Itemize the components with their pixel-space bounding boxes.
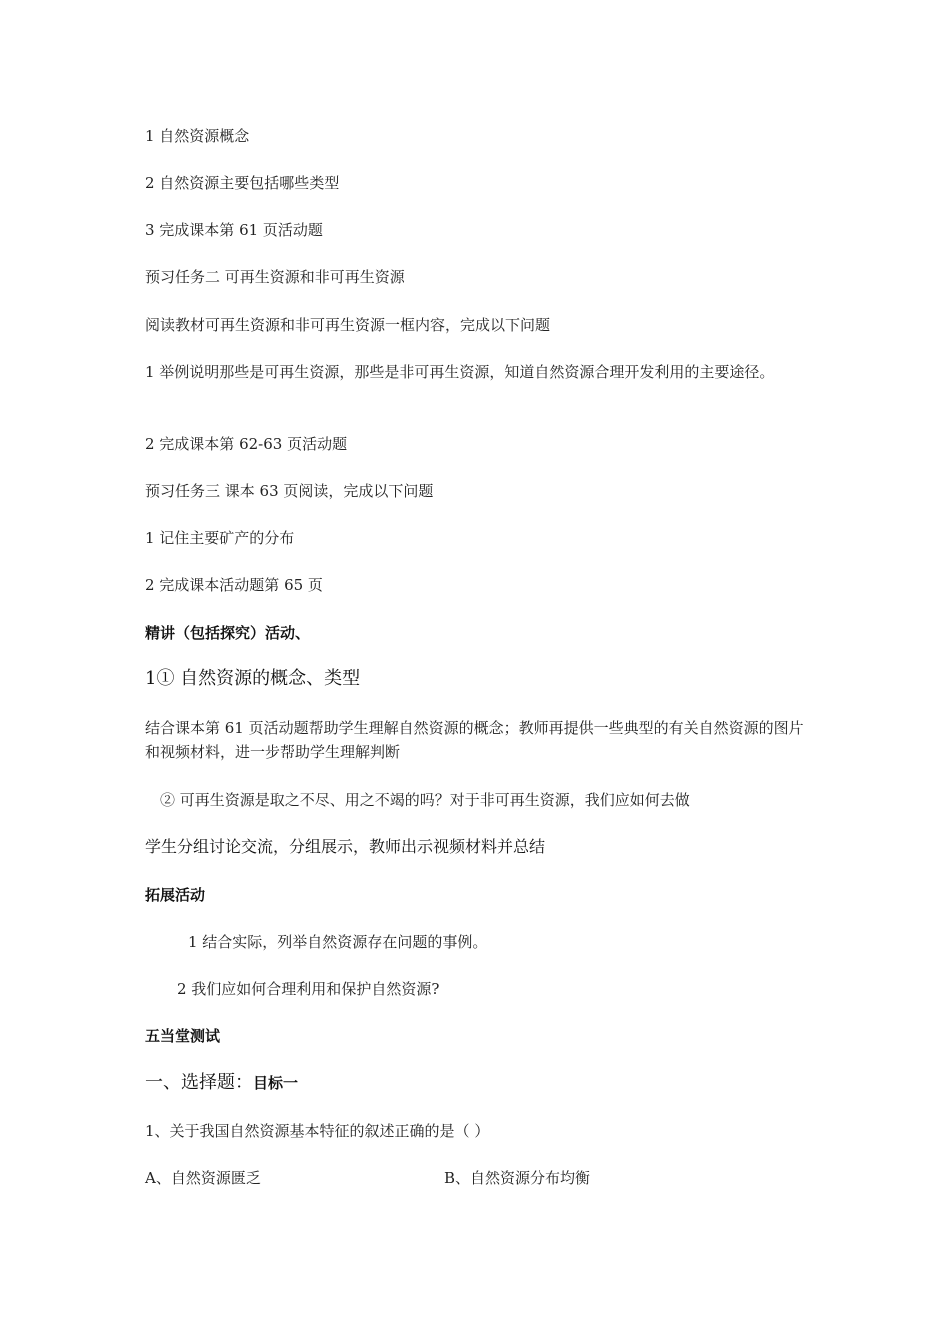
question-1-option-a: A、自然资源匮乏 (145, 1169, 261, 1187)
text-line-activity-p65: 2 完成课本活动题第 65 页 (145, 576, 323, 594)
heading-class-test: 五当堂测试 (145, 1027, 221, 1045)
text-line-activity-p62-63: 2 完成课本第 62-63 页活动题 (145, 435, 348, 453)
question-1: 1、关于我国自然资源基本特征的叙述正确的是（ ） (145, 1122, 490, 1140)
text-line-natural-resource-concept: 1 自然资源概念 (145, 127, 250, 145)
heading-preview-task-two (145, 265, 405, 289)
task-two-title: 可再生资源和非可再生资源 (220, 268, 405, 286)
text-line-activity-p61: 3 完成课本第 61 页活动题 (145, 221, 323, 239)
heading-extension-activity: 拓展活动 (145, 886, 206, 904)
heading-concept-types: 1① 自然资源的概念、类型 (145, 668, 361, 689)
multiple-choice-label: 一、选择题： (145, 1072, 253, 1093)
text-line-read-textbook: 阅读教材可再生资源和非可再生资源一框内容，完成以下问题 (145, 316, 551, 334)
question-1-option-b: B、自然资源分布均衡 (444, 1169, 591, 1187)
heading-lecture-activity: 精讲（包括探究）活动、 (145, 624, 311, 642)
task-two-label: 预习任务二 (145, 268, 221, 286)
text-line-extension-item-2: 2 我们应如何合理利用和保护自然资源? (177, 980, 440, 998)
heading-multiple-choice (145, 1071, 298, 1095)
text-line-resource-types: 2 自然资源主要包括哪些类型 (145, 174, 340, 192)
text-paragraph-examples: 1 举例说明那些是可再生资源，那些是非可再生资源，知道自然资源合理开发利用的主要途径。 (145, 363, 775, 381)
text-line-extension-item-1: 1 结合实际，列举自然资源存在问题的事例。 (188, 933, 488, 951)
text-line-mineral-distribution: 1 记住主要矿产的分布 (145, 529, 295, 547)
multiple-choice-goal: 目标一 (253, 1074, 299, 1092)
text-line-group-discussion: 学生分组讨论交流，分组展示，教师出示视频材料并总结 (145, 837, 546, 856)
text-line-renewable-question: ② 可再生资源是取之不尽、用之不竭的吗？对于非可再生资源，我们应如何去做 (160, 791, 690, 809)
text-paragraph-teaching-method: 结合课本第 61 页活动题帮助学生理解自然资源的概念；教师再提供一些典型的有关自然资源的图片和视频材料，进一步帮助学生理解判断 (145, 719, 804, 761)
heading-preview-task-three: 预习任务三 课本 63 页阅读，完成以下问题 (145, 482, 434, 500)
